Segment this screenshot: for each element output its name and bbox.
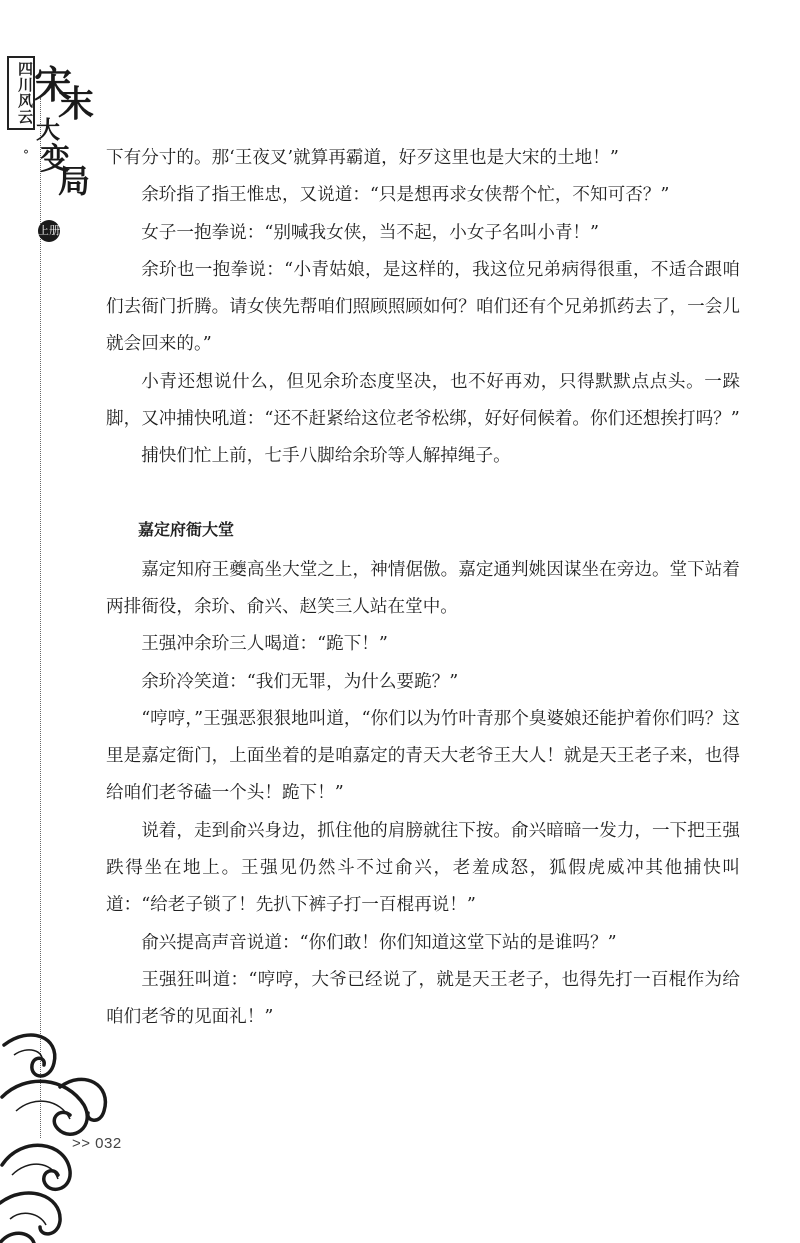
upper-paragraphs (106, 140, 740, 476)
book-title-char: 大 (36, 115, 60, 144)
paragraph: “哼哼，”王强恶狠狠地叫道，“你们以为竹叶青那个臭婆娘还能护着你们吗？这里是嘉定衙门，上面坐着的是咱嘉定的青天大老爷王大人！就是天王老子来，也得给咱们老爷磕一个头！跪下！” (106, 708, 740, 804)
paragraph: 女子一抱拳说：“别喊我女侠，当不起，小女子名叫小青！” (141, 222, 600, 243)
volume-badge: 上册 (38, 220, 60, 242)
paragraph: 嘉定知府王夔高坐大堂之上，神情倨傲。嘉定通判姚因谋坐在旁边。堂下站着两排衙役，余玠、俞兴、赵笑三人站在堂中。 (106, 559, 740, 617)
paragraph: 下有分寸的。那‘王夜叉’就算再霸道，好歹这里也是大宋的土地！” (106, 148, 619, 168)
section-heading: 嘉定府衙大堂 (138, 519, 235, 539)
paragraph: 小青还想说什么，但见余玠态度坚决，也不好再劝，只得默默点点头。一跺脚，又冲捕快吼道：“还不赶紧给这位老爷松绑，好好伺候着。你们还想挨打吗？” (106, 371, 740, 430)
paragraph: 王强冲余玠三人喝道：“跪下！” (141, 634, 388, 655)
paragraph: 余玠也一抱拳说：“小青姑娘，是这样的，我这位兄弟病得很重，不适合跟咱们去衙门折腾。请女侠先帮咱们照顾照顾如何？咱们还有个兄弟抓药去了，一会儿就会回来的。” (106, 259, 740, 355)
series-label: 四川风云 (7, 56, 35, 130)
book-title (34, 54, 95, 237)
paragraph: 王强狂叫道：“哼哼，大爷已经说了，就是天王老子，也得先打一百棍作为给咱们老爷的见面礼！” (106, 969, 740, 1028)
margin-dotted-rule (40, 98, 41, 1138)
paragraph: 说着，走到俞兴身边，抓住他的肩膀就往下按。俞兴暗暗一发力，一下把王强跌得坐在地上。王强见仍然斗不过俞兴，老羞成怒，狐假虎威冲其他捕快叫道：“给老子锁了！先扒下裤子打一百棍再说！” (106, 820, 740, 916)
paragraph: 余玠冷笑道：“我们无罪，为什么要跪？” (141, 671, 459, 692)
lower-paragraphs (106, 552, 740, 1037)
series-circle-mark: ° (23, 148, 29, 162)
cloud-ornament-icon (0, 1015, 120, 1243)
paragraph: 捕快们忙上前，七手八脚给余玠等人解掉绳子。 (141, 446, 511, 467)
page-body (106, 140, 740, 1037)
book-title-char: 变 (40, 142, 70, 177)
book-title-char: 局 (58, 162, 91, 200)
paragraph: 俞兴提高声音说道：“你们敢！你们知道这堂下站的是谁吗？” (141, 932, 617, 953)
paragraph: 余玠指了指王惟忠，又说道：“只是想再求女侠帮个忙，不知可否？” (141, 185, 670, 206)
book-title-char: 末 (58, 83, 95, 125)
book-title-char: 宋 (34, 62, 73, 107)
page-number: >> 032 (72, 1135, 122, 1152)
